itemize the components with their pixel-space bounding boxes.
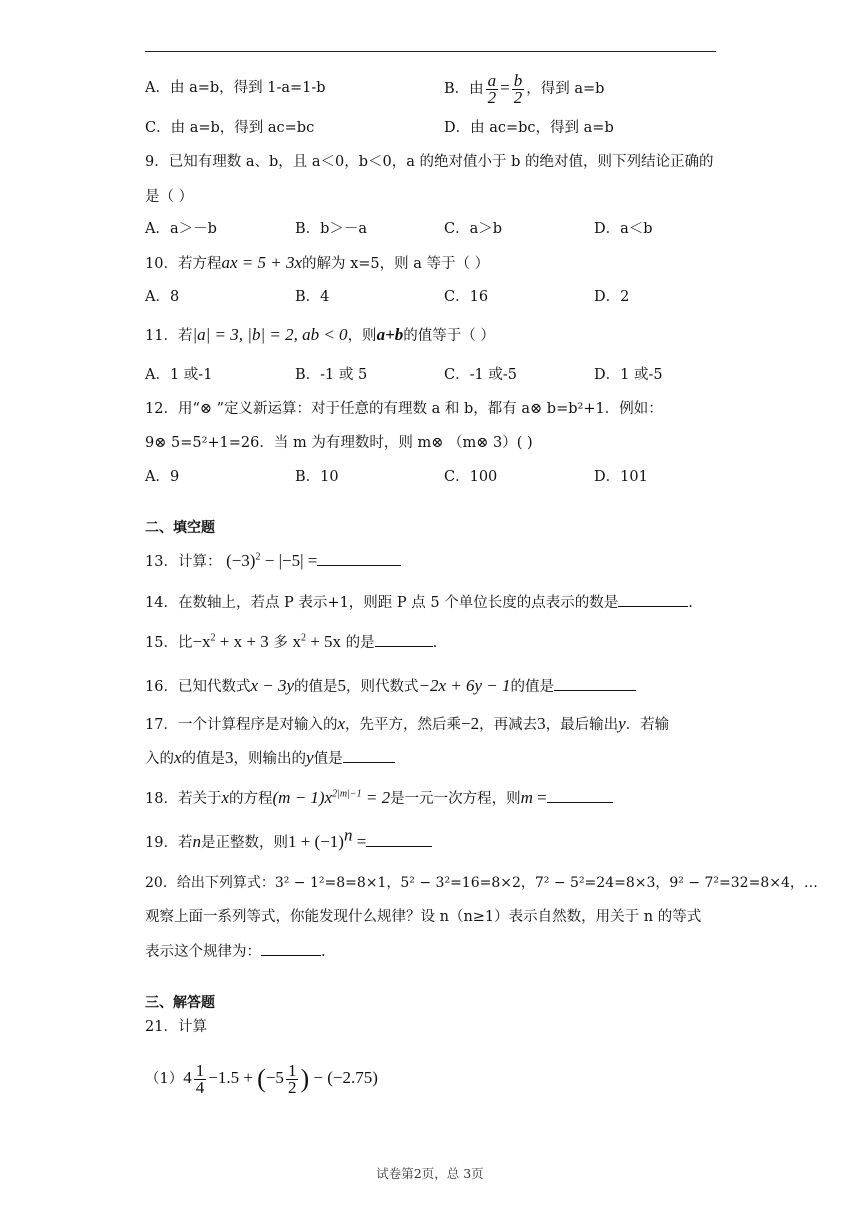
- page-footer: 试卷第2页，总 3页: [376, 1166, 484, 1181]
- q21-expression: 4 $\frac{1}{4}$ −1.5 + (−5 $\frac{1}{2}$ ) − (−2.75): [183, 1060, 378, 1097]
- q8-option-b[interactable]: B．由 $\frac{a}{2}$ = $\frac{b}{2}$ ，得到 a=b: [444, 70, 605, 107]
- q8-option-a[interactable]: A．由 a=b，得到 1-a=1-b: [145, 80, 326, 96]
- q18-equation: $(m - 1)x^{2|m|-1} = 2$: [272, 788, 391, 807]
- q11-option-c[interactable]: C．-1 或-5: [444, 367, 517, 383]
- q9-stem-line1: 9．已知有理数 a、b，且 a＜0，b＜0，a 的绝对值小于 b 的绝对值，则下列结论正确的: [145, 154, 714, 170]
- q12-option-b[interactable]: B．10: [295, 469, 339, 485]
- q20-line1: 20．给出下列算式：3² − 1²=8=8×1，5² − 3²=16=8×2，7² − 5²=24=8×3，9² − 7²=32=8×4，…: [145, 875, 818, 891]
- q10-equation: ax = 5 + 3x: [221, 253, 302, 272]
- q12-stem-line1: 12．用“⊗ ”定义新运算：对于任意的有理数 a 和 b，都有 a⊗ b=b²+1．例如：: [145, 401, 663, 417]
- q12-option-a[interactable]: A．9: [145, 469, 180, 485]
- q10-option-a[interactable]: A．8: [145, 289, 180, 305]
- q18-stem: 18．若关于x的方程$(m - 1)x^{2|m|-1} = 2$是一元一次方程，则m =: [145, 788, 613, 809]
- q17-stem-line1: 17．一个计算程序是对输入的x，先平方，然后乘−2，再减去3，最后输出y．若输: [145, 714, 670, 733]
- q9-stem-line2: 是（ ）: [145, 189, 194, 205]
- q16-expression-1: x − 3y: [250, 676, 295, 695]
- q11-option-a[interactable]: A．1 或-1: [145, 367, 213, 383]
- q15-stem: 15．比$-x^2 + x + 3$ 多 $x^2 + 5x$ 的是 .: [145, 632, 438, 651]
- section-solution-heading: 三、解答题: [145, 995, 215, 1011]
- q16-stem: 16．已知代数式x − 3y的值是5，则代数式−2x + 6y − 1的值是: [145, 676, 636, 697]
- q12-stem-line2: 9⊗ 5=5²+1=26．当 m 为有理数时，则 m⊗ （m⊗ 3）( ): [145, 435, 533, 451]
- q15-expression-2: $x^2 + 5x$: [292, 632, 342, 651]
- q20-line3: 表示这个规律为： .: [145, 941, 326, 962]
- q16-answer-blank[interactable]: [554, 676, 636, 691]
- q11-option-d[interactable]: D．1 或-5: [594, 367, 663, 383]
- q15-expression-1: $-x^2 + x + 3$: [192, 632, 269, 651]
- q17-answer-blank[interactable]: [343, 748, 395, 763]
- fraction-a-over-2: $\frac{a}{2}$: [487, 70, 497, 107]
- q13-expression: $(-3)^2 - |-5|$ =: [226, 551, 318, 570]
- q11-condition: |a| = 3, |b| = 2, ab < 0: [192, 325, 348, 344]
- q17-stem-line2: 入的x的值是3，则输出的y值是: [145, 748, 395, 769]
- fraction-b-over-2: $\frac{b}{2}$: [513, 70, 523, 107]
- q9-option-b[interactable]: B．b＞－a: [295, 221, 368, 237]
- section-fill-in-heading: 二、填空题: [145, 520, 215, 536]
- q14-stem: 14．在数轴上，若点 P 表示+1，则距 P 点 5 个单位长度的点表示的数是 .: [145, 592, 693, 613]
- q10-option-d[interactable]: D．2: [594, 289, 630, 305]
- q18-answer-blank[interactable]: [547, 788, 613, 803]
- q10-option-b[interactable]: B．4: [295, 289, 330, 305]
- q8-option-c[interactable]: C．由 a=b，得到 ac=bc: [145, 120, 315, 136]
- q12-option-d[interactable]: D．101: [594, 469, 648, 485]
- q20-line2: 观察上面一系列等式，你能发现什么规律？设 n（n≥1）表示自然数，用关于 n 的等式: [145, 909, 702, 925]
- q8-option-d[interactable]: D．由 ac=bc，得到 a=b: [444, 120, 614, 136]
- q21-part1: （1）4 $\frac{1}{4}$ −1.5 + (−5 $\frac{1}{2}$ ) − (−2.75): [145, 1060, 378, 1097]
- q9-option-d[interactable]: D．a＜b: [594, 221, 653, 237]
- header-rule: [145, 51, 716, 52]
- q11-option-b[interactable]: B．-1 或 5: [295, 367, 368, 383]
- q8-option-b-prefix: B．由: [444, 81, 484, 97]
- q11-stem: 11．若|a| = 3, |b| = 2, ab < 0，则a+b的值等于（ ）: [145, 325, 495, 344]
- q12-option-c[interactable]: C．100: [444, 469, 498, 485]
- q21-title: 21．计算: [145, 1019, 207, 1035]
- q20-answer-blank[interactable]: [261, 941, 321, 956]
- q16-expression-2: −2x + 6y − 1: [418, 676, 511, 695]
- q11-expression: a+b: [376, 325, 404, 344]
- q19-expression: $1 + (-1)^n$ =: [287, 825, 367, 851]
- q9-option-a[interactable]: A．a＞－b: [145, 221, 217, 237]
- q19-answer-blank[interactable]: [366, 832, 432, 847]
- q14-answer-blank[interactable]: [618, 592, 688, 607]
- q19-stem: 19．若n是正整数，则$1 + (-1)^n$ =: [145, 832, 432, 853]
- q13-answer-blank[interactable]: [317, 551, 401, 566]
- q15-answer-blank[interactable]: [375, 632, 433, 647]
- q10-option-c[interactable]: C．16: [444, 289, 489, 305]
- q10-stem: 10．若方程ax = 5 + 3x的解为 x=5，则 a 等于（ ）: [145, 253, 490, 272]
- q13-stem: 13．计算： $(-3)^2 - |-5|$ =: [145, 551, 401, 572]
- q9-option-c[interactable]: C．a＞b: [444, 221, 503, 237]
